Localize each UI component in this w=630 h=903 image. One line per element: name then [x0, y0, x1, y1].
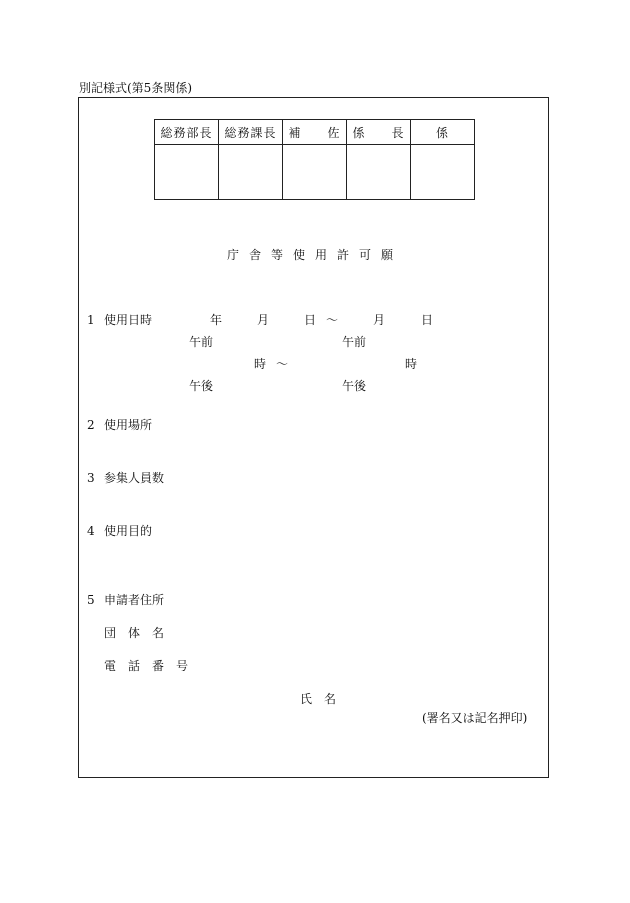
item-number-4: 4	[87, 524, 95, 538]
item-number-2: 2	[87, 418, 95, 432]
approval-header-staff: 係	[411, 120, 475, 145]
signature-name-label: 氏 名	[300, 692, 337, 706]
approval-stamp-cell	[155, 145, 219, 200]
end-am-label: 午前	[342, 335, 367, 349]
item-number-5: 5	[87, 593, 95, 607]
start-am-label: 午前	[189, 335, 214, 349]
approval-header-general-affairs-director: 総務部長	[155, 120, 219, 145]
start-hour-label: 時	[254, 357, 267, 371]
approval-header-assistant: 補 佐	[283, 120, 347, 145]
group-name-label: 団 体 名	[104, 626, 165, 640]
approval-stamp-table	[154, 119, 475, 200]
start-pm-label: 午後	[189, 379, 214, 393]
year-label: 年	[210, 313, 223, 327]
form-title: 庁舎等使用許可願	[226, 248, 403, 262]
approval-header-general-affairs-manager: 総務課長	[219, 120, 283, 145]
end-day-label: 日	[421, 313, 434, 327]
purpose-label: 使用目的	[104, 524, 153, 538]
signature-note: (署名又は記名押印)	[422, 711, 528, 725]
time-range-tilde: 〜	[276, 357, 289, 371]
form-header-note: 別記様式(第5条関係)	[79, 81, 192, 95]
attendees-label: 参集人員数	[104, 471, 165, 485]
end-pm-label: 午後	[342, 379, 367, 393]
phone-number-label: 電 話 番 号	[104, 659, 189, 673]
approval-header-chief: 係 長	[347, 120, 411, 145]
item-number-1: 1	[87, 313, 95, 327]
applicant-address-label: 申請者住所	[104, 593, 165, 607]
date-range-tilde: 〜	[326, 313, 339, 327]
end-hour-label: 時	[405, 357, 418, 371]
approval-stamp-cell	[283, 145, 347, 200]
approval-stamp-cell	[219, 145, 283, 200]
item-number-3: 3	[87, 471, 95, 485]
usage-datetime-label: 使用日時	[104, 313, 153, 327]
month-label: 月	[257, 313, 270, 327]
usage-place-label: 使用場所	[104, 418, 153, 432]
approval-stamp-cell	[411, 145, 475, 200]
day-label: 日	[304, 313, 317, 327]
approval-stamp-cell	[347, 145, 411, 200]
end-month-label: 月	[373, 313, 386, 327]
